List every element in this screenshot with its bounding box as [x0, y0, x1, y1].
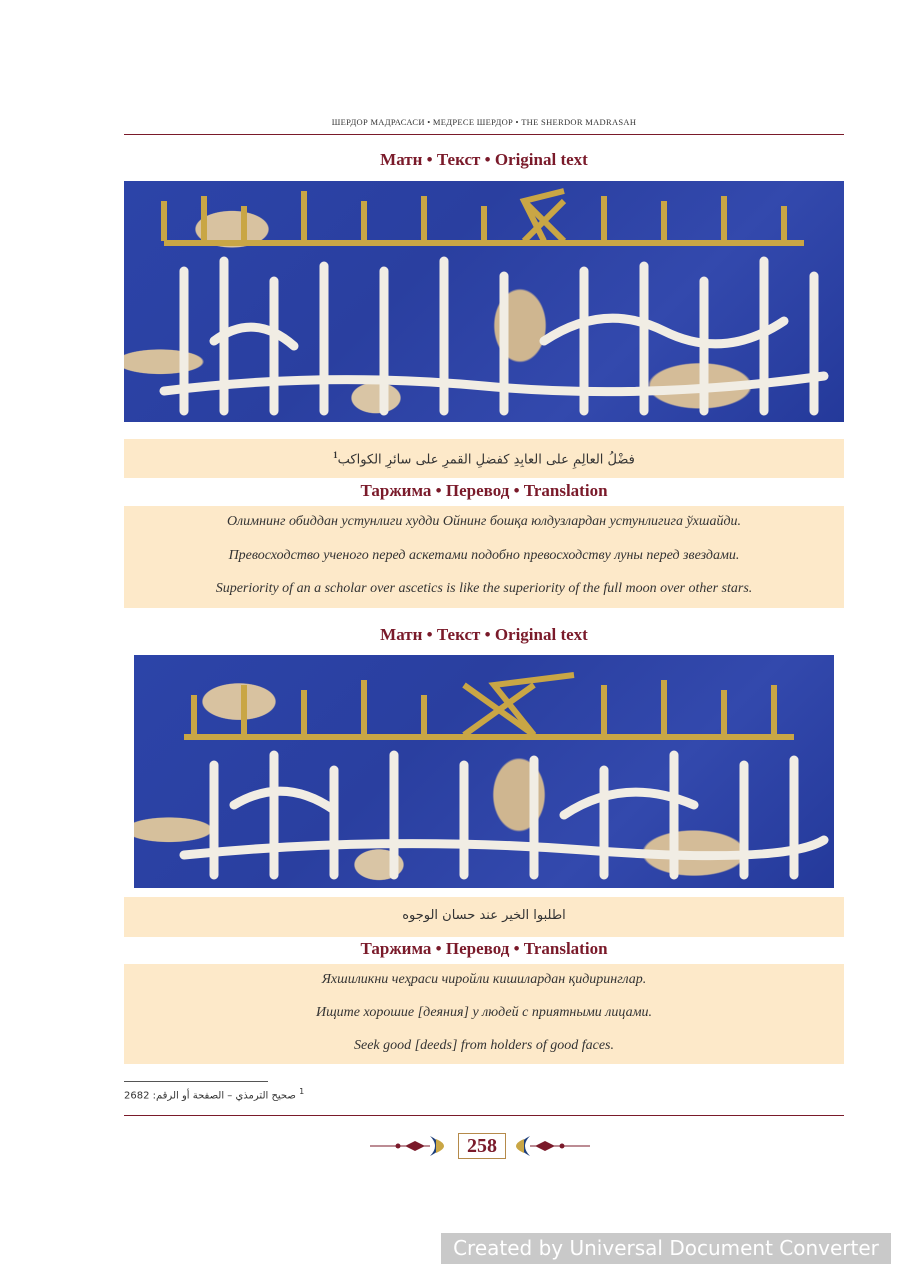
arabic-text-band-1 [124, 439, 844, 478]
page-number-ornament [370, 1130, 590, 1162]
translation-en-2: Seek good [deeds] from holders of good faces. [354, 1038, 614, 1053]
inscription-calligraphy-2 [134, 655, 834, 888]
arabic-text-1 [124, 450, 844, 467]
running-header: ШЕРДОР МАДРАСАСИ • МЕДРЕСЕ ШЕРДОР • THE SHERDOR MADRASAH [331, 117, 637, 127]
arabic-text-2: اطلبوا الخير عند حسان الوجوه [402, 908, 566, 923]
inscription-photo-2 [134, 655, 834, 888]
watermark: Created by Universal Document Converter [441, 1233, 891, 1264]
translation-uz-2: Яхшиликни чеҳраси чиройли кишилардан қидиринглар. [321, 972, 647, 987]
footer-rule [124, 1115, 844, 1116]
inscription-calligraphy-1 [124, 181, 844, 422]
translation-heading-1: Таржима • Перевод • Translation [360, 481, 608, 500]
translation-en-1: Superiority of an a scholar over ascetics is like the superiority of the full moon over other stars. [215, 581, 753, 596]
translation-uz-1: Олимнинг обиддан устунлиги худди Ойнинг бошқа юлдузлардан устунлигига ўхшайди. [226, 514, 742, 529]
original-text-heading-2: Матн • Текст • Original text [380, 625, 588, 644]
footnote-marker[interactable]: 1 [333, 450, 338, 460]
footnote-number: 1 [299, 1087, 305, 1096]
translation-band-2 [124, 964, 844, 1064]
translation-band-1 [124, 506, 844, 608]
inscription-photo-1 [124, 181, 844, 422]
translation-ru-2: Ищите хорошие [деяния] у людей с приятными лицами. [315, 1005, 653, 1020]
original-text-heading-1: Матн • Текст • Original text [380, 150, 588, 169]
arabic-quote-1: فضْلُ العالِمِ على العابِدِ كفضلِ القمرِ على سائرِ الكواكب [337, 452, 635, 468]
header-rule [124, 134, 844, 135]
arabic-text-band-2 [124, 897, 844, 937]
footnote [124, 1087, 304, 1101]
footnote-text: صحيح الترمذي – الصفحة أو الرقم: 2682 [124, 1090, 296, 1102]
page-number: 258 [458, 1133, 506, 1159]
translation-ru-1: Превосходство ученого перед аскетами подобно превосходству луны перед звездами. [228, 548, 740, 563]
translation-heading-2: Таржима • Перевод • Translation [360, 939, 608, 958]
footnote-rule [124, 1081, 268, 1082]
